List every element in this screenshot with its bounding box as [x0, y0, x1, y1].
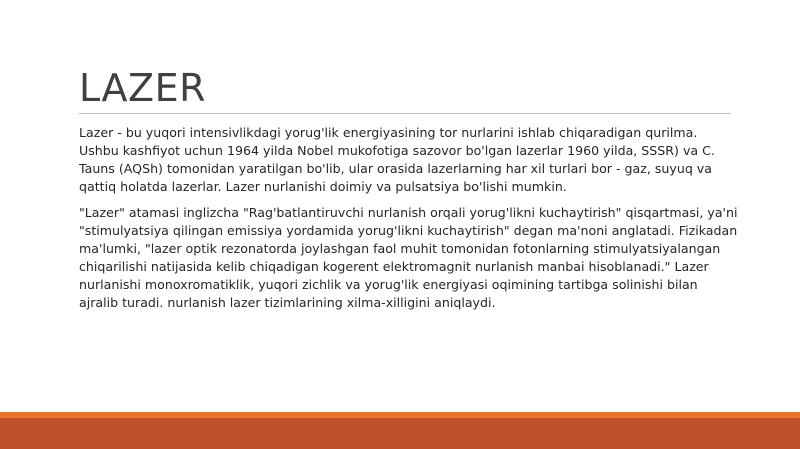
title-divider — [79, 113, 731, 114]
slide-title: LAZER — [79, 66, 206, 110]
slide-body — [79, 124, 739, 320]
paragraph-2: "Lazer" atamasi inglizcha "Rag'batlantiruvchi nurlanish orqali yorug'likni kuchaytirish" qisqartmasi, ya'ni "stimulyatsiya qilingan emissiya yordamida yorug'likni kuchaytirish" degan ma'noni anglatadi. Fizikadan ma'lumki, "lazer optik rezonatorda joylashgan faol muhit tomonidan fotonlarning stimulyatsiyalangan chiqarilishi natijasida kelib chiqadigan kogerent elektromagnit nurlanish manbai hisoblanadi." Lazer nurlanishi monoxromatiklik, yuqori zichlik va yorug'lik energiyasi oqimining tartibga solinishi bilan ajralib turadi. nurlanish lazer tizimlarining xilma-xilligini aniqlaydi. — [79, 205, 738, 310]
paragraph-1: Lazer - bu yuqori intensivlikdagi yorug'lik energiyasining tor nurlarini ishlab chiqaradigan qurilma. Ushbu kashfiyot uchun 1964 yilda Nobel mukofotiga sazovor bo'lgan lazerlar 1960 yilda, SSSR) va C. Tauns (AQSh) tomonidan yaratilgan bo'lib, ular orasida lazerlarning har xil turlari bor - gaz, suyuq va qattiq holatda lazerlar. Lazer nurlanishi doimiy va pulsatsiya bo'lishi mumkin. — [79, 125, 715, 194]
footer-band — [0, 418, 800, 449]
